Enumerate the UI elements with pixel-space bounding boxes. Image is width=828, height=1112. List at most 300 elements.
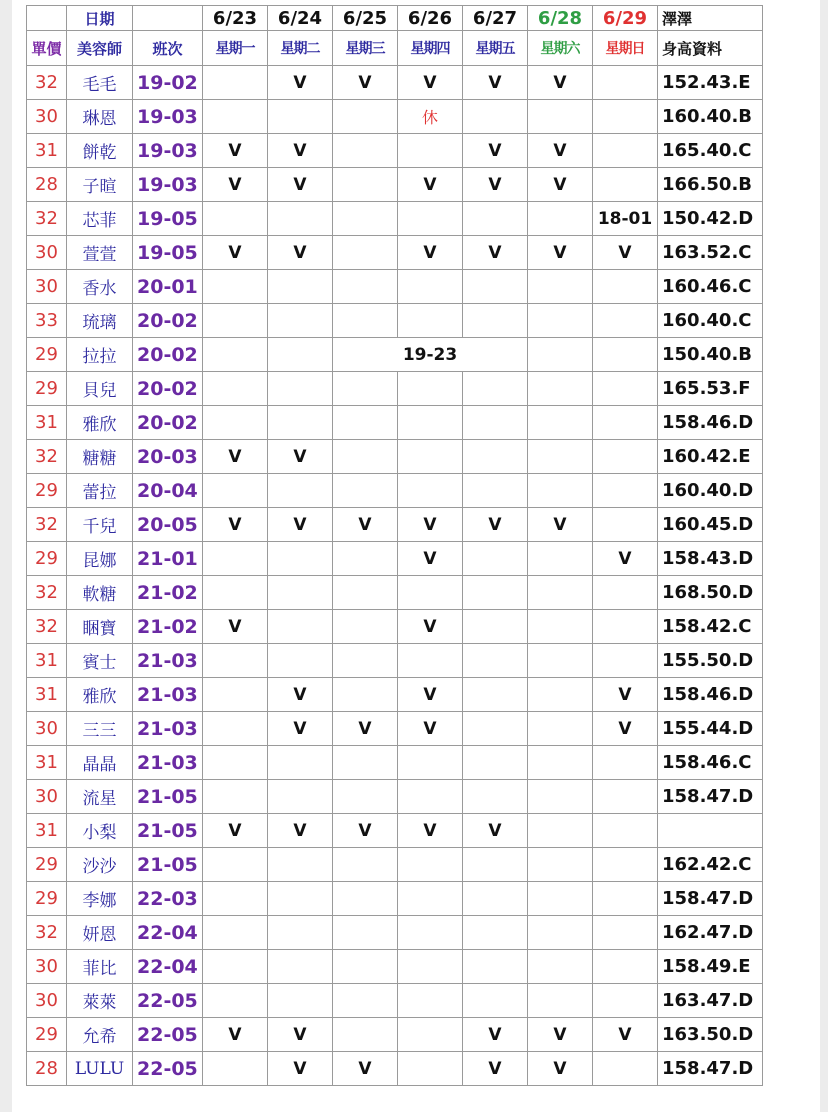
- day-cell: [333, 882, 398, 916]
- day-cell: V: [593, 236, 658, 270]
- class-cell: 21-05: [133, 814, 203, 848]
- class-cell: 19-03: [133, 134, 203, 168]
- day-cell: [593, 984, 658, 1018]
- day-cell: [593, 134, 658, 168]
- day-cell: [203, 372, 268, 406]
- day-cell: [528, 100, 593, 134]
- class-cell: 21-05: [133, 780, 203, 814]
- price-cell: 32: [27, 440, 67, 474]
- price-cell: 29: [27, 474, 67, 508]
- class-cell: 22-05: [133, 1052, 203, 1086]
- day-cell: V: [268, 440, 333, 474]
- beautician-name-cell: 妍恩: [67, 916, 133, 950]
- day-cell: [528, 338, 593, 372]
- day-cell: [528, 440, 593, 474]
- day-cell: [593, 1052, 658, 1086]
- table-row: [27, 134, 763, 168]
- day-cell: [463, 202, 528, 236]
- class-cell: 20-02: [133, 338, 203, 372]
- day-cell: V: [528, 134, 593, 168]
- day-cell: [528, 610, 593, 644]
- day-cell: V: [398, 236, 463, 270]
- day-cell: [463, 984, 528, 1018]
- day-cell: [333, 848, 398, 882]
- day-cell: [333, 644, 398, 678]
- header-price-label: 單價: [27, 31, 67, 66]
- price-cell: 29: [27, 848, 67, 882]
- day-cell: [463, 644, 528, 678]
- day-cell: V: [398, 66, 463, 100]
- profile-cell: 166.50.B: [658, 168, 763, 202]
- header-weekday-1: 星期二: [268, 31, 333, 66]
- beautician-name-cell: 千兒: [67, 508, 133, 542]
- table-row: [27, 610, 763, 644]
- price-cell: 28: [27, 1052, 67, 1086]
- day-cell: V: [398, 542, 463, 576]
- header-class-label: 班次: [133, 31, 203, 66]
- price-cell: 30: [27, 236, 67, 270]
- class-cell: 22-05: [133, 1018, 203, 1052]
- day-cell: [203, 780, 268, 814]
- day-cell: [398, 984, 463, 1018]
- day-cell: [333, 576, 398, 610]
- profile-cell: 160.40.C: [658, 304, 763, 338]
- profile-cell: 163.47.D: [658, 984, 763, 1018]
- profile-cell: 160.46.C: [658, 270, 763, 304]
- day-cell: [463, 882, 528, 916]
- day-cell: [593, 372, 658, 406]
- profile-cell: 158.42.C: [658, 610, 763, 644]
- profile-cell: 158.43.D: [658, 542, 763, 576]
- day-cell: V: [398, 168, 463, 202]
- day-cell: V: [203, 236, 268, 270]
- table-row: [27, 1052, 763, 1086]
- day-cell: [528, 950, 593, 984]
- day-cell: V: [268, 66, 333, 100]
- day-cell: [398, 916, 463, 950]
- day-cell: [333, 304, 398, 338]
- header-weekday-5: 星期六: [528, 31, 593, 66]
- class-cell: 21-02: [133, 576, 203, 610]
- price-cell: 31: [27, 406, 67, 440]
- profile-cell: 158.47.D: [658, 780, 763, 814]
- day-cell: [398, 848, 463, 882]
- class-cell: 20-02: [133, 406, 203, 440]
- day-cell: V: [593, 678, 658, 712]
- header-extra-label: 澤澤: [658, 6, 763, 31]
- day-cell: V: [268, 712, 333, 746]
- day-cell: [463, 372, 528, 406]
- profile-cell: 150.40.B: [658, 338, 763, 372]
- day-cell: [333, 474, 398, 508]
- day-cell: V: [268, 134, 333, 168]
- day-cell: [268, 100, 333, 134]
- day-cell: [268, 916, 333, 950]
- day-cell: V: [528, 236, 593, 270]
- day-cell: V: [463, 236, 528, 270]
- class-cell: 21-02: [133, 610, 203, 644]
- day-cell: V: [268, 508, 333, 542]
- day-cell: [398, 882, 463, 916]
- day-cell: [333, 134, 398, 168]
- day-cell: [463, 304, 528, 338]
- day-cell: [268, 372, 333, 406]
- price-cell: 30: [27, 270, 67, 304]
- schedule-body: [27, 6, 763, 1086]
- day-cell: [593, 406, 658, 440]
- table-row: [27, 236, 763, 270]
- price-cell: 32: [27, 576, 67, 610]
- day-cell: [528, 202, 593, 236]
- day-cell: V: [528, 168, 593, 202]
- day-cell: V: [463, 814, 528, 848]
- day-cell: V: [333, 814, 398, 848]
- day-cell: V: [528, 66, 593, 100]
- table-row: [27, 882, 763, 916]
- day-cell: [528, 576, 593, 610]
- day-cell: [593, 746, 658, 780]
- price-cell: 29: [27, 338, 67, 372]
- beautician-name-cell: 李娜: [67, 882, 133, 916]
- day-cell: [333, 372, 398, 406]
- table-row: [27, 712, 763, 746]
- day-cell: [528, 678, 593, 712]
- day-cell: [528, 644, 593, 678]
- day-cell: V: [528, 1052, 593, 1086]
- header-weekday-3: 星期四: [398, 31, 463, 66]
- day-cell: V: [528, 508, 593, 542]
- day-cell: [528, 984, 593, 1018]
- day-cell: [333, 916, 398, 950]
- beautician-name-cell: 糖糖: [67, 440, 133, 474]
- profile-cell: [658, 814, 763, 848]
- day-cell: V: [333, 1052, 398, 1086]
- table-row: [27, 848, 763, 882]
- header-date-3: 6/26: [398, 6, 463, 31]
- day-cell: [268, 950, 333, 984]
- day-cell: [268, 644, 333, 678]
- day-cell: [203, 746, 268, 780]
- class-cell: 22-04: [133, 950, 203, 984]
- day-cell: V: [398, 814, 463, 848]
- beautician-name-cell: 軟糖: [67, 576, 133, 610]
- profile-cell: 150.42.D: [658, 202, 763, 236]
- day-cell: [593, 848, 658, 882]
- table-row: [27, 168, 763, 202]
- day-cell: [398, 202, 463, 236]
- day-cell: [398, 372, 463, 406]
- day-cell: [463, 746, 528, 780]
- day-cell: [463, 848, 528, 882]
- profile-cell: 158.49.E: [658, 950, 763, 984]
- day-cell: [528, 780, 593, 814]
- day-cell: [398, 780, 463, 814]
- table-row: [27, 338, 763, 372]
- day-cell: [463, 576, 528, 610]
- class-cell: 20-05: [133, 508, 203, 542]
- day-cell: V: [203, 134, 268, 168]
- day-cell: [268, 202, 333, 236]
- price-cell: 30: [27, 100, 67, 134]
- header-date-2: 6/25: [333, 6, 398, 31]
- class-cell: 19-05: [133, 202, 203, 236]
- header-row-dates: [27, 6, 763, 31]
- day-cell: [463, 270, 528, 304]
- profile-cell: 162.42.C: [658, 848, 763, 882]
- day-cell: [593, 338, 658, 372]
- class-cell: 19-03: [133, 100, 203, 134]
- day-cell: [203, 202, 268, 236]
- day-cell: [333, 1018, 398, 1052]
- day-cell: [593, 100, 658, 134]
- class-cell: 20-01: [133, 270, 203, 304]
- day-cell: [398, 644, 463, 678]
- profile-cell: 158.46.C: [658, 746, 763, 780]
- beautician-name-cell: 餅乾: [67, 134, 133, 168]
- profile-cell: 160.40.B: [658, 100, 763, 134]
- day-cell: V: [593, 1018, 658, 1052]
- beautician-name-cell: 沙沙: [67, 848, 133, 882]
- day-cell: [463, 950, 528, 984]
- table-row: [27, 440, 763, 474]
- day-cell: [203, 644, 268, 678]
- day-cell: [398, 746, 463, 780]
- day-cell: [333, 406, 398, 440]
- header-profile-label: 身高資料: [658, 31, 763, 66]
- beautician-name-cell: 萊萊: [67, 984, 133, 1018]
- day-cell: V: [268, 1018, 333, 1052]
- day-cell: [203, 100, 268, 134]
- day-cell: [268, 474, 333, 508]
- beautician-name-cell: 琳恩: [67, 100, 133, 134]
- class-cell: 21-03: [133, 644, 203, 678]
- day-cell: [528, 474, 593, 508]
- table-row: [27, 916, 763, 950]
- beautician-name-cell: 芯菲: [67, 202, 133, 236]
- day-cell: [333, 440, 398, 474]
- day-cell: [203, 1052, 268, 1086]
- price-cell: 30: [27, 984, 67, 1018]
- day-cell: V: [268, 678, 333, 712]
- header-date-label: 日期: [67, 6, 133, 31]
- header-date-4: 6/27: [463, 6, 528, 31]
- day-cell: [333, 746, 398, 780]
- day-cell: [593, 576, 658, 610]
- day-cell: [593, 508, 658, 542]
- class-cell: 21-03: [133, 746, 203, 780]
- day-cell: [463, 916, 528, 950]
- day-cell: [593, 882, 658, 916]
- beautician-name-cell: 貝兒: [67, 372, 133, 406]
- header-weekday-4: 星期五: [463, 31, 528, 66]
- beautician-name-cell: 賓士: [67, 644, 133, 678]
- price-cell: 29: [27, 1018, 67, 1052]
- header-date-6: 6/29: [593, 6, 658, 31]
- day-cell: [203, 916, 268, 950]
- day-cell: V: [333, 712, 398, 746]
- class-cell: 20-02: [133, 304, 203, 338]
- day-cell: [593, 610, 658, 644]
- day-cell: [203, 984, 268, 1018]
- day-cell: V: [333, 66, 398, 100]
- table-row: [27, 372, 763, 406]
- day-cell: [528, 270, 593, 304]
- class-cell: 20-02: [133, 372, 203, 406]
- beautician-name-cell: 昆娜: [67, 542, 133, 576]
- day-span-cell: 19-23: [333, 338, 528, 372]
- header-name-label: 美容師: [67, 31, 133, 66]
- day-cell: [268, 746, 333, 780]
- table-row: [27, 814, 763, 848]
- day-cell: [463, 610, 528, 644]
- price-cell: 29: [27, 542, 67, 576]
- day-cell: V: [463, 168, 528, 202]
- day-cell: [333, 984, 398, 1018]
- day-cell: [203, 304, 268, 338]
- day-cell: [593, 66, 658, 100]
- profile-cell: 158.47.D: [658, 1052, 763, 1086]
- day-cell: [593, 304, 658, 338]
- day-cell: [203, 66, 268, 100]
- day-cell: V: [203, 168, 268, 202]
- beautician-name-cell: 晶晶: [67, 746, 133, 780]
- day-cell: [333, 542, 398, 576]
- day-cell: [203, 848, 268, 882]
- beautician-name-cell: 萱萱: [67, 236, 133, 270]
- day-cell: [268, 406, 333, 440]
- header-date-5: 6/28: [528, 6, 593, 31]
- class-cell: 22-03: [133, 882, 203, 916]
- header-weekday-6: 星期日: [593, 31, 658, 66]
- header-date-1: 6/24: [268, 6, 333, 31]
- day-cell: [203, 270, 268, 304]
- price-cell: 28: [27, 168, 67, 202]
- day-cell: V: [398, 678, 463, 712]
- table-row: [27, 1018, 763, 1052]
- day-cell: V: [203, 814, 268, 848]
- profile-cell: 158.47.D: [658, 882, 763, 916]
- profile-cell: 165.40.C: [658, 134, 763, 168]
- day-cell: [463, 440, 528, 474]
- day-cell: [463, 406, 528, 440]
- price-cell: 32: [27, 202, 67, 236]
- table-row: [27, 950, 763, 984]
- day-cell: [268, 780, 333, 814]
- profile-cell: 168.50.D: [658, 576, 763, 610]
- day-cell: [528, 406, 593, 440]
- day-cell: [333, 236, 398, 270]
- day-cell: [593, 270, 658, 304]
- day-cell: [528, 916, 593, 950]
- day-cell: [203, 678, 268, 712]
- price-cell: 32: [27, 66, 67, 100]
- header-date-0: 6/23: [203, 6, 268, 31]
- day-cell: [398, 1052, 463, 1086]
- day-cell: V: [203, 1018, 268, 1052]
- class-cell: 22-05: [133, 984, 203, 1018]
- beautician-name-cell: LULU: [67, 1052, 133, 1086]
- day-cell: V: [268, 1052, 333, 1086]
- day-cell: 18-01: [593, 202, 658, 236]
- day-cell: [593, 780, 658, 814]
- day-cell: [333, 780, 398, 814]
- profile-cell: 160.40.D: [658, 474, 763, 508]
- class-cell: 21-03: [133, 712, 203, 746]
- beautician-name-cell: 琉璃: [67, 304, 133, 338]
- day-cell: [593, 644, 658, 678]
- day-cell: V: [593, 542, 658, 576]
- table-row: [27, 270, 763, 304]
- day-cell: [593, 916, 658, 950]
- profile-cell: 152.43.E: [658, 66, 763, 100]
- table-row: [27, 474, 763, 508]
- day-cell: [593, 474, 658, 508]
- day-cell: [333, 950, 398, 984]
- table-row: [27, 576, 763, 610]
- class-cell: 21-03: [133, 678, 203, 712]
- day-cell: [268, 304, 333, 338]
- table-row: [27, 746, 763, 780]
- day-cell: [268, 576, 333, 610]
- price-cell: 32: [27, 916, 67, 950]
- beautician-name-cell: 拉拉: [67, 338, 133, 372]
- day-cell: [203, 474, 268, 508]
- day-cell: V: [398, 610, 463, 644]
- profile-cell: 160.42.E: [658, 440, 763, 474]
- day-cell: V: [203, 508, 268, 542]
- profile-cell: 158.46.D: [658, 406, 763, 440]
- class-cell: 20-03: [133, 440, 203, 474]
- profile-cell: 162.47.D: [658, 916, 763, 950]
- day-cell: V: [333, 508, 398, 542]
- day-cell: V: [463, 134, 528, 168]
- profile-cell: 158.46.D: [658, 678, 763, 712]
- day-cell: V: [203, 440, 268, 474]
- day-cell: [268, 542, 333, 576]
- day-cell: [528, 542, 593, 576]
- beautician-name-cell: 香水: [67, 270, 133, 304]
- header-blank-cell: [27, 6, 67, 31]
- table-row: [27, 66, 763, 100]
- day-cell: V: [398, 712, 463, 746]
- day-cell: [333, 678, 398, 712]
- price-cell: 31: [27, 746, 67, 780]
- profile-cell: 165.53.F: [658, 372, 763, 406]
- class-cell: 19-02: [133, 66, 203, 100]
- price-cell: 30: [27, 950, 67, 984]
- table-row: [27, 542, 763, 576]
- profile-cell: 155.44.D: [658, 712, 763, 746]
- day-cell: V: [463, 1052, 528, 1086]
- day-cell: [333, 168, 398, 202]
- class-cell: 19-05: [133, 236, 203, 270]
- header-weekday-2: 星期三: [333, 31, 398, 66]
- beautician-name-cell: 允希: [67, 1018, 133, 1052]
- day-cell: [268, 270, 333, 304]
- day-cell: V: [463, 508, 528, 542]
- day-cell: [203, 576, 268, 610]
- day-cell: [463, 542, 528, 576]
- day-cell: [528, 304, 593, 338]
- price-cell: 31: [27, 678, 67, 712]
- day-cell: [203, 338, 268, 372]
- header-row-labels: [27, 31, 763, 66]
- day-cell: [593, 168, 658, 202]
- class-cell: 21-01: [133, 542, 203, 576]
- beautician-name-cell: 蕾拉: [67, 474, 133, 508]
- table-row: [27, 202, 763, 236]
- header-blank-cell: [133, 6, 203, 31]
